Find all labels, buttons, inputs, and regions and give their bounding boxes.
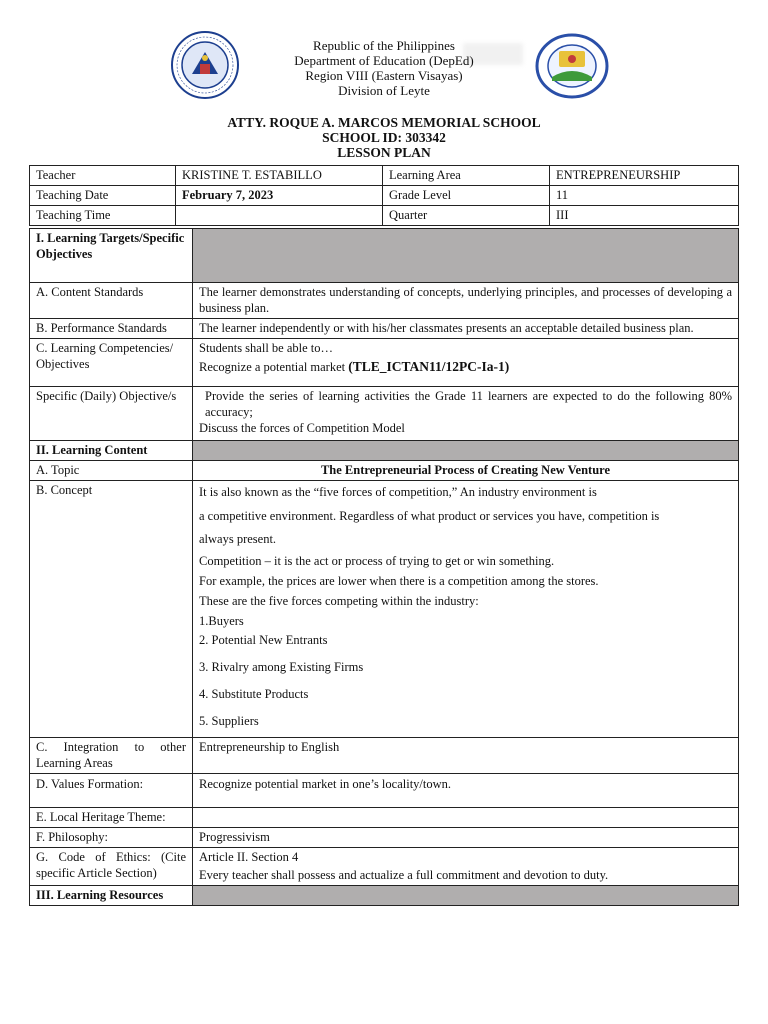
performance-standards-text: The learner independently or with his/her classmates presents an acceptable detailed business plan. bbox=[193, 319, 739, 339]
topic-label: A. Topic bbox=[30, 461, 193, 481]
lesson-plan-table bbox=[29, 228, 739, 906]
competencies-cell bbox=[193, 339, 739, 387]
daily-objective-label: Specific (Daily) Objective/s bbox=[30, 387, 193, 441]
daily-objective-text: Provide the series of learning activities the Grade 11 learners are expected to do the following 80% accuracy; bbox=[205, 389, 732, 419]
competency-code: (TLE_ICTAN11/12PC-Ia-1) bbox=[348, 359, 510, 374]
philosophy-value: Progressivism bbox=[193, 828, 739, 848]
concept-cell bbox=[193, 481, 739, 738]
section-3-heading: III. Learning Resources bbox=[30, 886, 193, 906]
teacher-value: KRISTINE T. ESTABILLO bbox=[176, 166, 383, 186]
table-row bbox=[30, 461, 739, 481]
table-row bbox=[30, 319, 739, 339]
teaching-time-label: Teaching Time bbox=[30, 206, 176, 226]
heritage-label: E. Local Heritage Theme: bbox=[30, 808, 193, 828]
values-label: D. Values Formation: bbox=[30, 774, 193, 808]
daily-objective-cell bbox=[193, 387, 739, 441]
school-id: SCHOOL ID: 303342 bbox=[322, 130, 446, 145]
table-row bbox=[30, 441, 739, 461]
table-row bbox=[30, 166, 739, 186]
concept-line: Competition – it is the act or process of trying to get or win something. bbox=[199, 554, 555, 568]
concept-line: 4. Substitute Products bbox=[199, 687, 309, 701]
concept-label: B. Concept bbox=[30, 481, 193, 738]
values-value: Recognize potential market in one’s locality/town. bbox=[193, 774, 739, 808]
table-row bbox=[30, 387, 739, 441]
concept-line: 2. Potential New Entrants bbox=[199, 633, 328, 647]
table-row bbox=[30, 481, 739, 738]
header-line-deped: Department of Education (DepEd) bbox=[294, 53, 474, 68]
header-line-region: Region VIII (Eastern Visayas) bbox=[305, 68, 463, 83]
table-row bbox=[30, 229, 739, 283]
heritage-value bbox=[193, 808, 739, 828]
grade-level-label: Grade Level bbox=[383, 186, 550, 206]
concept-line: It is also known as the “five forces of competition,” An industry environment is bbox=[199, 485, 597, 499]
concept-line: 3. Rivalry among Existing Firms bbox=[199, 660, 364, 674]
daily-objective-discuss: Discuss the forces of Competition Model bbox=[199, 421, 405, 435]
lesson-info-table bbox=[29, 165, 739, 226]
content-standards-label: A. Content Standards bbox=[30, 283, 193, 319]
school-name: ATTY. ROQUE A. MARCOS MEMORIAL SCHOOL bbox=[227, 115, 541, 130]
grade-level-value: 11 bbox=[550, 186, 739, 206]
header-line-republic: Republic of the Philippines bbox=[313, 38, 455, 53]
teacher-label: Teacher bbox=[30, 166, 176, 186]
ethics-label: G. Code of Ethics: (Cite specific Article Section) bbox=[30, 848, 193, 886]
table-row bbox=[30, 206, 739, 226]
ethics-article: Article II. Section 4 bbox=[199, 850, 299, 864]
section-1-fill bbox=[193, 229, 739, 283]
concept-line: For example, the prices are lower when there is a competition among the stores. bbox=[199, 574, 599, 588]
competencies-objective bbox=[199, 359, 732, 375]
teaching-date-label: Teaching Date bbox=[30, 186, 176, 206]
table-row bbox=[30, 774, 739, 808]
performance-standards-label: B. Performance Standards bbox=[30, 319, 193, 339]
table-row bbox=[30, 738, 739, 774]
competencies-intro: Students shall be able to… bbox=[199, 341, 334, 355]
table-row bbox=[30, 283, 739, 319]
concept-line: These are the five forces competing within the industry: bbox=[199, 594, 479, 608]
concept-line: 1.Buyers bbox=[199, 614, 244, 628]
competencies-label: C. Learning Competencies/ Objectives bbox=[30, 339, 193, 387]
document-header bbox=[0, 0, 768, 160]
ethics-cell bbox=[193, 848, 739, 886]
document-title: LESSON PLAN bbox=[337, 145, 431, 160]
quarter-value: III bbox=[550, 206, 739, 226]
topic-value: The Entrepreneurial Process of Creating New Venture bbox=[193, 461, 739, 481]
quarter-label: Quarter bbox=[383, 206, 550, 226]
table-row bbox=[30, 848, 739, 886]
content-standards-text: The learner demonstrates understanding of concepts, underlying principles, and processes of developing a business plan. bbox=[193, 283, 739, 319]
integration-label: C. Integration to other Learning Areas bbox=[30, 738, 193, 774]
learning-area-label: Learning Area bbox=[383, 166, 550, 186]
section-2-heading: II. Learning Content bbox=[30, 441, 193, 461]
concept-line: always present. bbox=[199, 532, 277, 546]
competencies-objective-text: Recognize a potential market bbox=[199, 360, 349, 374]
table-row bbox=[30, 828, 739, 848]
section-2-fill bbox=[193, 441, 739, 461]
learning-area-value: ENTREPRENEURSHIP bbox=[550, 166, 739, 186]
section-1-heading: I. Learning Targets/Specific Objectives bbox=[30, 229, 193, 283]
section-3-fill bbox=[193, 886, 739, 906]
teaching-time-value bbox=[176, 206, 383, 226]
table-row bbox=[30, 339, 739, 387]
teaching-date-value: February 7, 2023 bbox=[176, 186, 383, 206]
concept-line: 5. Suppliers bbox=[199, 714, 259, 728]
concept-line: a competitive environment. Regardless of what product or services you have, competition is bbox=[199, 509, 660, 523]
table-row bbox=[30, 886, 739, 906]
table-row bbox=[30, 186, 739, 206]
header-line-division: Division of Leyte bbox=[338, 83, 430, 98]
table-row bbox=[30, 808, 739, 828]
ethics-text: Every teacher shall possess and actualize a full commitment and devotion to duty. bbox=[199, 868, 609, 882]
philosophy-label: F. Philosophy: bbox=[30, 828, 193, 848]
integration-value: Entrepreneurship to English bbox=[193, 738, 739, 774]
